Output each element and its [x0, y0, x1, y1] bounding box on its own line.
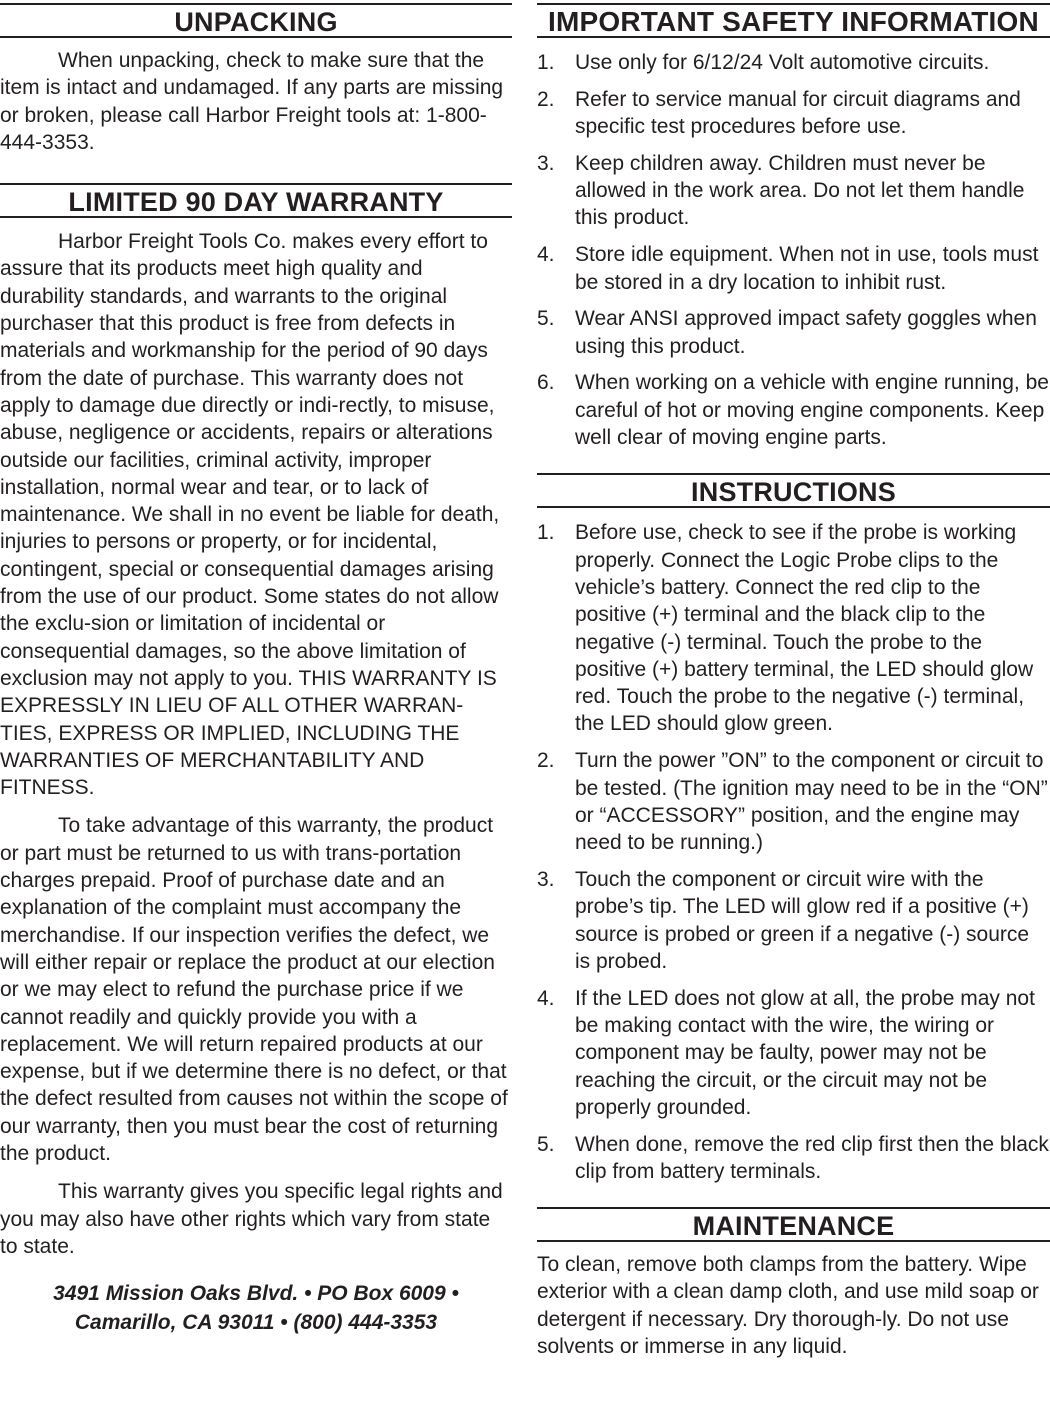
- warranty-heading: LIMITED 90 DAY WARRANTY: [0, 183, 512, 218]
- company-address: [0, 1279, 512, 1337]
- unpacking-heading: UNPACKING: [0, 3, 512, 38]
- right-column: [537, 0, 1050, 1360]
- warranty-paragraph-3: This warranty gives you specific legal rights and you may also have other rights which vary from state to state.: [0, 1180, 503, 1258]
- list-item: 5. Wear ANSI approved impact safety goggles when using this product.: [537, 307, 1037, 358]
- list-item: 1. Use only for 6/12/24 Volt automotive circuits.: [537, 51, 990, 74]
- maintenance-text: To clean, remove both clamps from the battery. Wipe exterior with a clean damp cloth, and use mild soap or detergent if necessary. Dry thorough-ly. Do not use solvents or immerse in any liquid.: [537, 1253, 1039, 1359]
- safety-heading: IMPORTANT SAFETY INFORMATION: [537, 3, 1050, 38]
- list-item: 2. Refer to service manual for circuit diagrams and specific test procedures before use.: [537, 87, 1021, 139]
- list-item: 2. Turn the power ”ON” to the component or circuit to be tested. (The ignition may need to be in the “ON” or “ACCESSORY” position, and the engine may need to be running.): [537, 749, 1048, 855]
- warranty-paragraph-1: Harbor Freight Tools Co. makes every effort to assure that its products meet high quality and durability standards, and warrants to the original purchaser that this product is free from defects in materials and workmanship for the period of 90 days from the date of purchase. This warranty does not apply to damage due directly or indi-rectly, to misuse, abuse, negligence or accidents, repairs or alterations outside our facilities, criminal activity, improper installation, normal wear and tear, or to lack of maintenance. We shall in no event be liable for death, injuries to persons or property, or for incidental, contingent, special or consequential damages arising from the use of our product. Some states do not allow the exclu-sion or limitation of incidental or consequential damages, so the above limitation of exclusion may not apply to you. THIS WARRANTY IS EXPRESSLY IN LIEU OF ALL OTHER WARRAN-TIES, EXPRESS OR IMPLIED, INCLUDING THE WARRANTIES OF MERCHANTABILITY AND FITNESS.: [0, 230, 500, 800]
- list-item: 6. When working on a vehicle with engine running, be careful of hot or moving engine components. Keep well clear of moving engine parts.: [537, 371, 1049, 450]
- safety-list: [537, 49, 1050, 451]
- left-column: [0, 0, 512, 1337]
- list-item: 3. Touch the component or circuit wire with the probe’s tip. The LED will glow red if a positive (+) source is probed or green if a negative (-) source is probed.: [537, 867, 1030, 973]
- address-line-1: 3491 Mission Oaks Blvd. • PO Box 6009 •: [53, 1282, 459, 1306]
- warranty-paragraph-2: To take advantage of this warranty, the product or part must be returned to us with trans-portation charges prepaid. Proof of purchase date and an explanation of the complaint must accompany the merchandise. If our inspection verifies the defect, we will either repair or replace the product at our election or we may elect to refund the purchase price if we cannot readily and quickly provide you with a replacement. We will return repaired products at our expense, but if we determine there is no defect, or that the defect resulted from causes not within the scope of our warranty, then you must bear the cost of returning the product.: [0, 814, 508, 1165]
- unpacking-text: When unpacking, check to make sure that the item is intact and undamaged. If any parts are missing or broken, please call Harbor Freight tools at: 1-800-444-3353.: [0, 49, 504, 154]
- list-item: 4. Store idle equipment. When not in use, tools must be stored in a dry location to inhibit rust.: [537, 243, 1039, 294]
- address-line-2: Camarillo, CA 93011 • (800) 444-3353: [74, 1311, 438, 1335]
- maintenance-heading: MAINTENANCE: [537, 1207, 1050, 1242]
- list-item: 5. When done, remove the red clip first then the black clip from battery terminals.: [537, 1132, 1049, 1183]
- instructions-list: [537, 519, 1050, 1185]
- list-item: 4. If the LED does not glow at all, the probe may not be making contact with the wire, the wiring or component may be faulty, power may not be reaching the circuit, or the circuit may not be properly grounded.: [537, 986, 1035, 1119]
- list-item: 3. Keep children away. Children must never be allowed in the work area. Do not let them handle this product.: [537, 151, 1025, 230]
- instructions-heading: INSTRUCTIONS: [537, 473, 1050, 508]
- list-item: 1. Before use, check to see if the probe is working properly. Connect the Logic Probe clips to the vehicle’s battery. Connect the red clip to the positive (+) terminal and the black clip to the negative (-) terminal. Touch the probe to the positive (+) battery terminal, the LED should glow red. Touch the probe to the negative (-) terminal, the LED should glow green.: [537, 521, 1034, 736]
